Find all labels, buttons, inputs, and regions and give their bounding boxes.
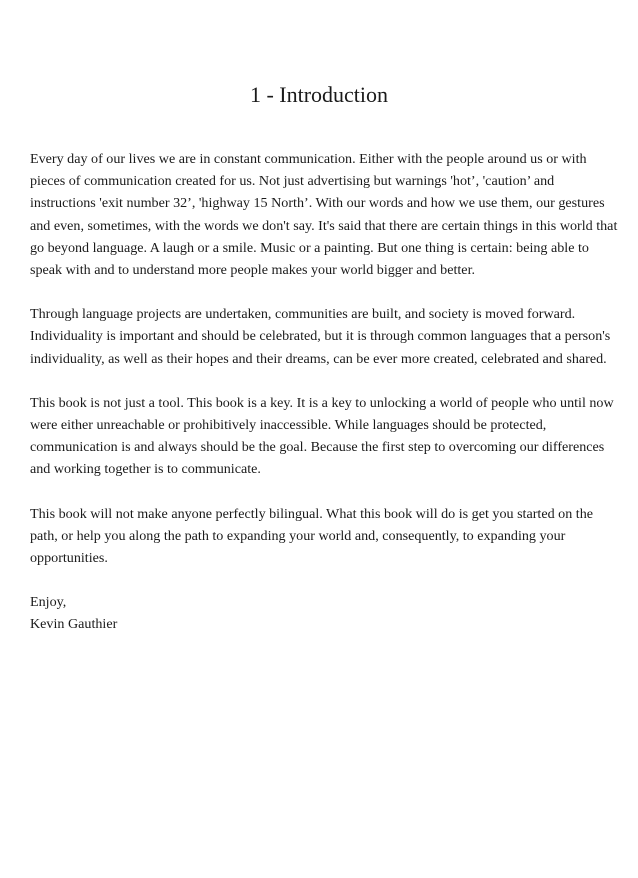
paragraph-2: Through language projects are undertaken, communities are built, and society is moved forward. Individuality is important and should be celebrated, but it is through common languages that a person's individuality, as well as their hopes and their dreams, can be ever more created, celebrated and shared. (30, 306, 611, 367)
closing-signature (30, 591, 618, 635)
paragraph-1: Every day of our lives we are in constant communication. Either with the people around us or with pieces of communication created for us. Not just advertising but warnings 'hot’, 'caution’ and instructions 'exit number 32’, 'highway 15 North’. With our words and how we use them, our gestures and even, sometimes, with the words we don't say. It's said that there are certain things in this world that go beyond language. A laugh or a smile. Music or a painting. But one thing is certain: being able to speak with and to understand more people makes your world bigger and better. (30, 151, 618, 279)
paragraph-4: This book will not make anyone perfectly bilingual. What this book will do is get you started on the path, or help you along the path to expanding your world and, consequently, to expanding your opportunities. (30, 505, 593, 567)
author-name: Kevin Gauthier (30, 616, 118, 633)
closing-salutation: Enjoy, (30, 594, 67, 611)
introduction-body (30, 148, 618, 636)
paragraph-3: This book is not just a tool. This book is a key. It is a key to unlocking a world of people who until now were either unreachable or prohibitively inaccessible. While languages should be protected, communication is and always should be the goal. Because the first step to overcoming our differences and working together is to communicate. (30, 394, 614, 478)
chapter-title: 1 - Introduction (249, 82, 389, 107)
